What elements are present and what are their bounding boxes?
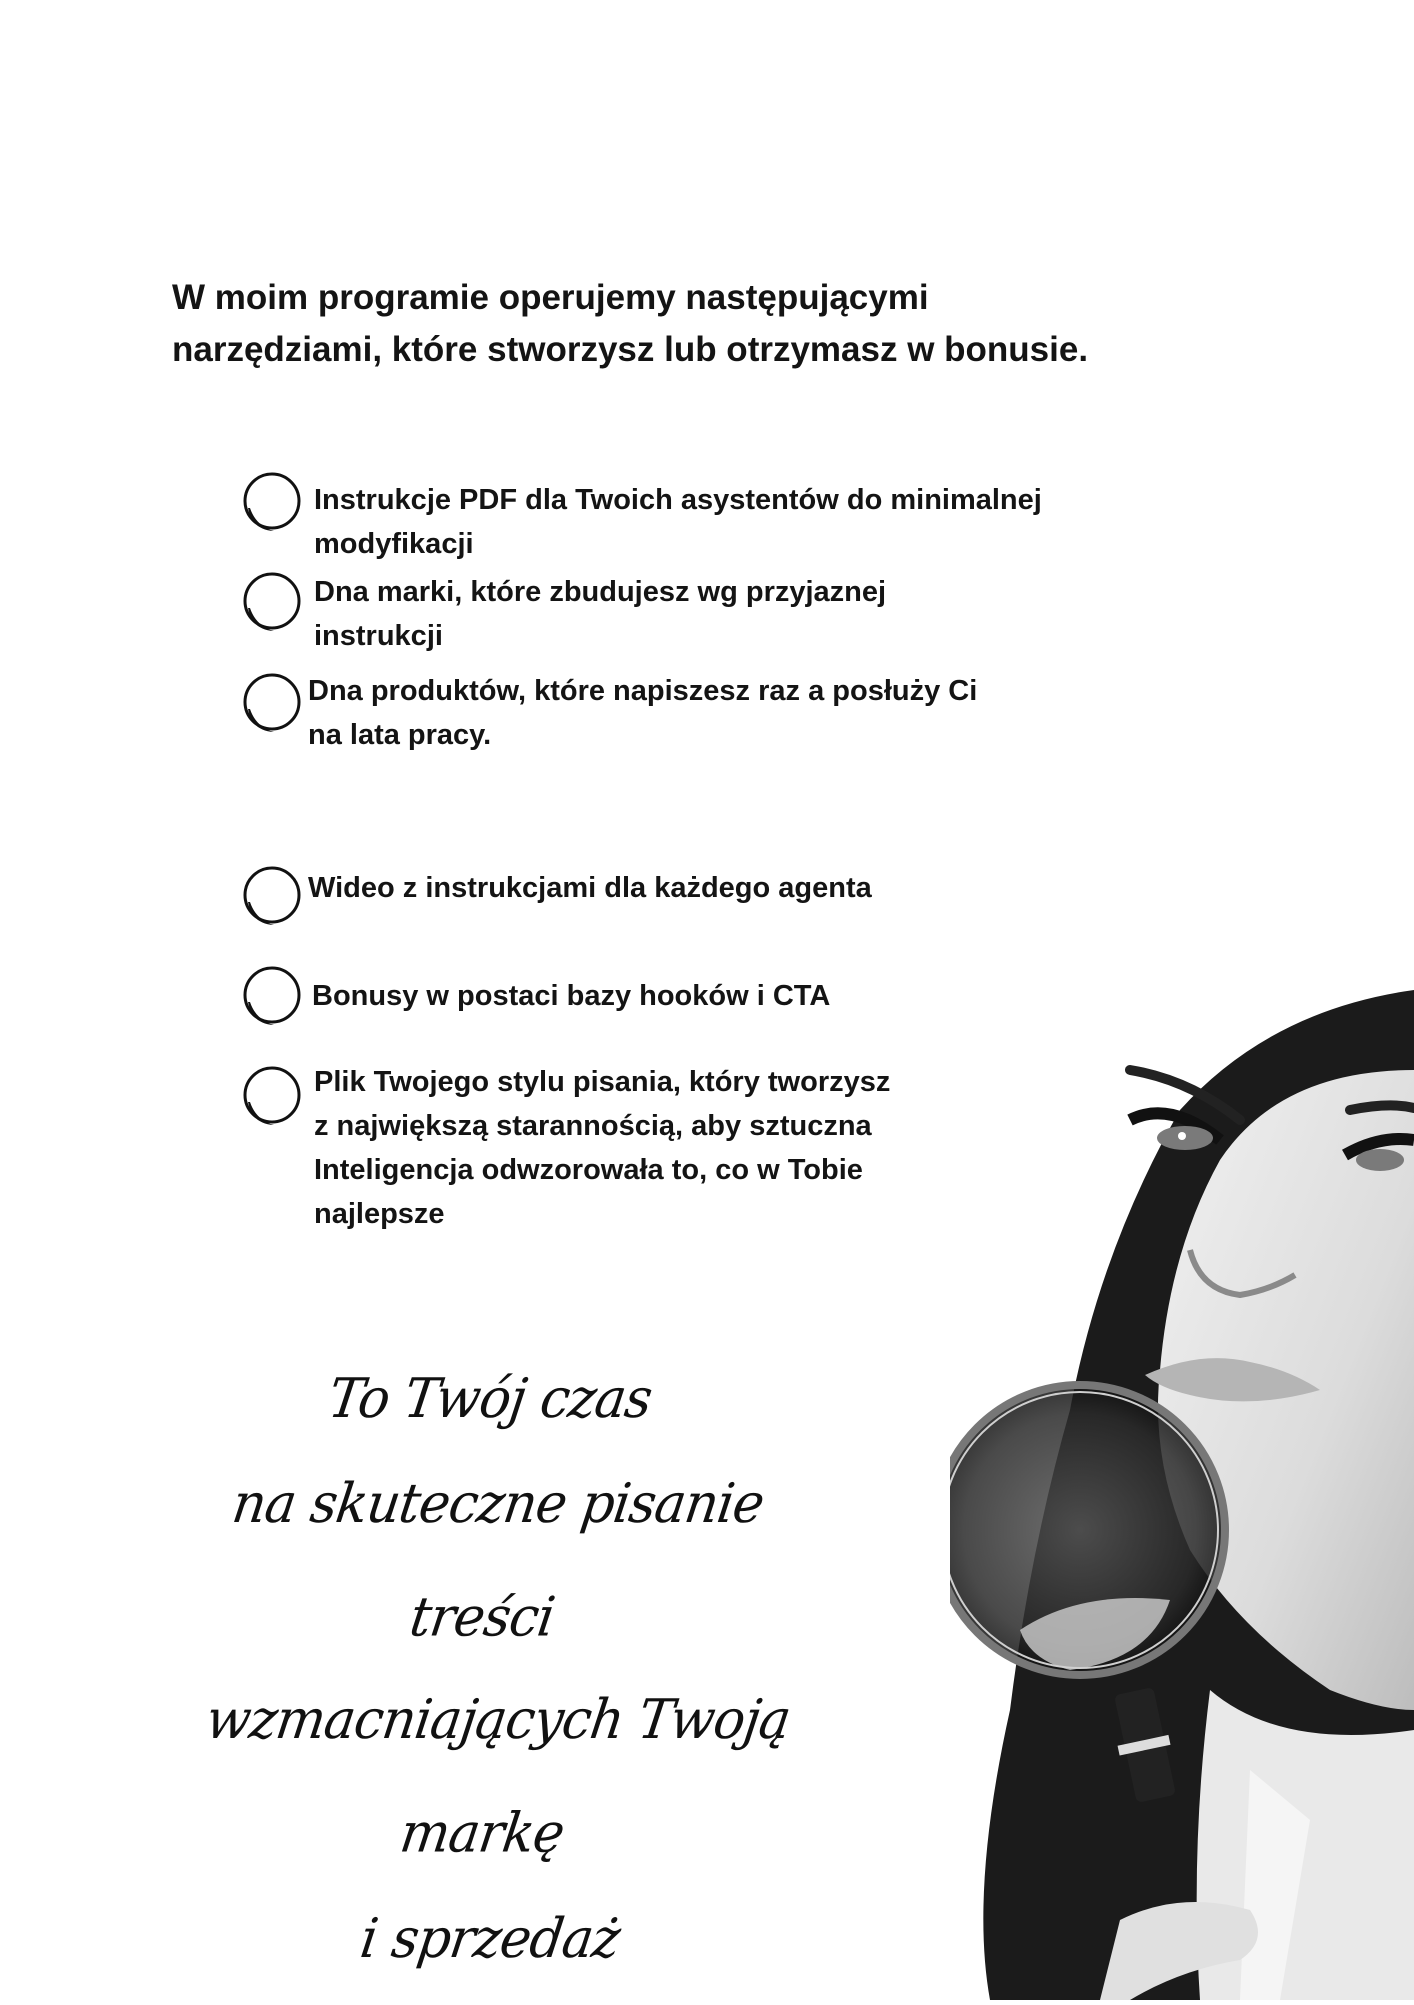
- tagline-line-2: na skuteczne pisanie treści: [228, 1472, 768, 1650]
- checklist-item: [240, 866, 1140, 928]
- checklist-item-text: Dna marki, które zbudujesz wg przyjaznej instrukcji: [314, 576, 887, 652]
- circle-outline-icon: [240, 472, 302, 534]
- portrait-photo: [950, 990, 1414, 2000]
- tagline-line-4: i sprzedaż: [356, 1907, 624, 1971]
- intro-heading: [172, 272, 1222, 376]
- circle-outline-icon: [240, 1066, 302, 1128]
- checklist-item: [240, 572, 1140, 658]
- intro-line-2: narzędziami, które stworzysz lub otrzymasz w bonusie.: [172, 330, 1089, 369]
- tagline-line-1: To Twój czas: [324, 1367, 656, 1431]
- checklist-item-text: Dna produktów, które napiszesz raz a posłuży Ci na lata pracy.: [308, 675, 978, 751]
- checklist-item-text: Wideo z instrukcjami dla każdego agenta: [308, 872, 872, 904]
- checklist-item-text: Instrukcje PDF dla Twoich asystentów do minimalnej modyfikacji: [314, 484, 1042, 560]
- intro-line-1: W moim programie operujemy następującymi: [172, 278, 929, 317]
- circle-outline-icon: [240, 673, 302, 735]
- tagline: [150, 1345, 830, 1993]
- checklist-item-text: Plik Twojego stylu pisania, który tworzysz z największą starannością, aby sztuczna Inteligencja odwzorowała to, co w Tobie najlepsze: [314, 1066, 891, 1230]
- circle-outline-icon: [240, 866, 302, 928]
- checklist-item-text: Bonusy w postaci bazy hooków i CTA: [312, 980, 831, 1012]
- checklist-item: [240, 673, 1140, 757]
- checklist-item: [240, 472, 1140, 566]
- tagline-line-3: wzmacniających Twoją markę: [202, 1688, 794, 1866]
- circle-outline-icon: [240, 966, 302, 1028]
- woman-with-magnifier-image: [950, 990, 1414, 2000]
- circle-outline-icon: [240, 572, 302, 634]
